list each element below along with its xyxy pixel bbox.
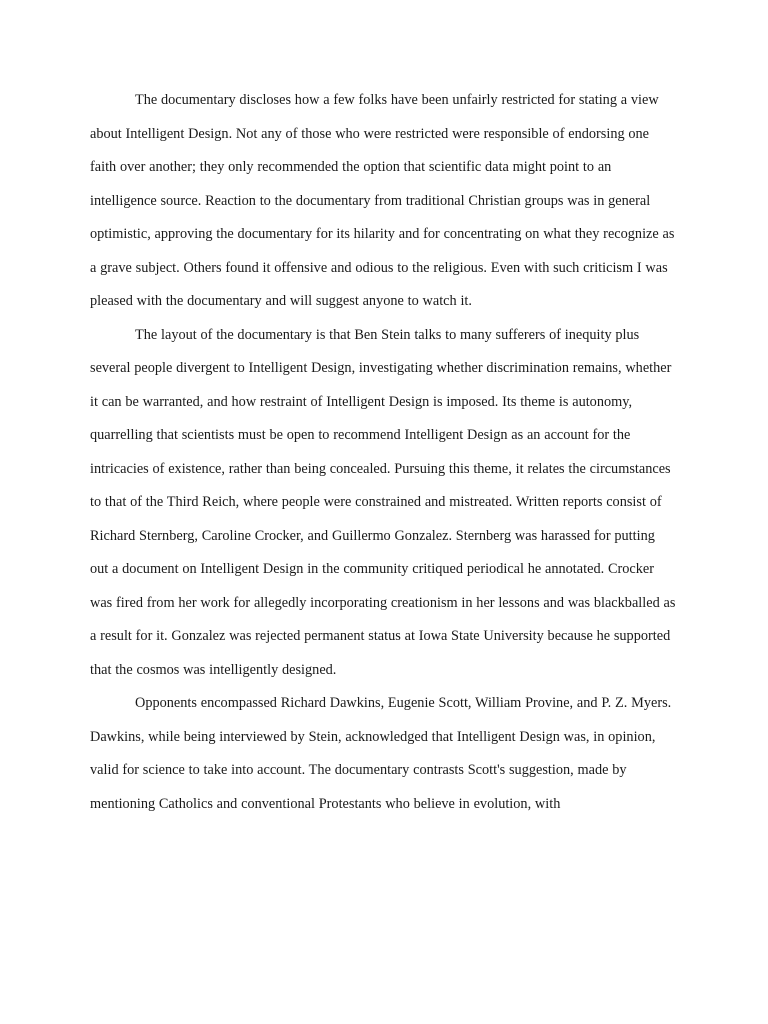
document-body <box>90 84 676 821</box>
paragraph-1: The documentary discloses how a few folks have been unfairly restricted for stating a view about Intelligent Design. Not any of those who were restricted were responsible of endorsing one faith over another; they only recommended the option that scientific data might point to an intelligence source. Reaction to the documentary from traditional Christian groups was in general optimistic, approving the documentary for its hilarity and for concentrating on what they recognize as a grave subject. Others found it offensive and odious to the religious. Even with such criticism I was pleased with the documentary and will suggest anyone to watch it. <box>90 92 675 309</box>
paragraph-2: The layout of the documentary is that Ben Stein talks to many sufferers of inequity plus several people divergent to Intelligent Design, investigating whether discrimination remains, whether it can be warranted, and how restraint of Intelligent Design is imposed. Its theme is autonomy, quarrelling that scientists must be open to recommend Intelligent Design as an account for the intricacies of existence, rather than being concealed. Pursuing this theme, it relates the circumstances to that of the Third Reich, where people were constrained and mistreated. Written reports consist of Richard Sternberg, Caroline Crocker, and Guillermo Gonzalez. Sternberg was harassed for putting out a document on Intelligent Design in the community critiqued periodical he annotated. Crocker was fired from her work for allegedly incorporating creationism in her lessons and was blackballed as a result for it. Gonzalez was rejected permanent status at Iowa State University because he supported that the cosmos was intelligently designed. <box>90 326 676 678</box>
paragraph-3: Opponents encompassed Richard Dawkins, Eugenie Scott, William Provine, and P. Z. Myers. Dawkins, while being interviewed by Stein, acknowledged that Intelligent Design was, in opinion, valid for science to take into account. The documentary contrasts Scott's suggestion, made by mentioning Catholics and conventional Protestants who believe in evolution, with <box>90 695 672 812</box>
